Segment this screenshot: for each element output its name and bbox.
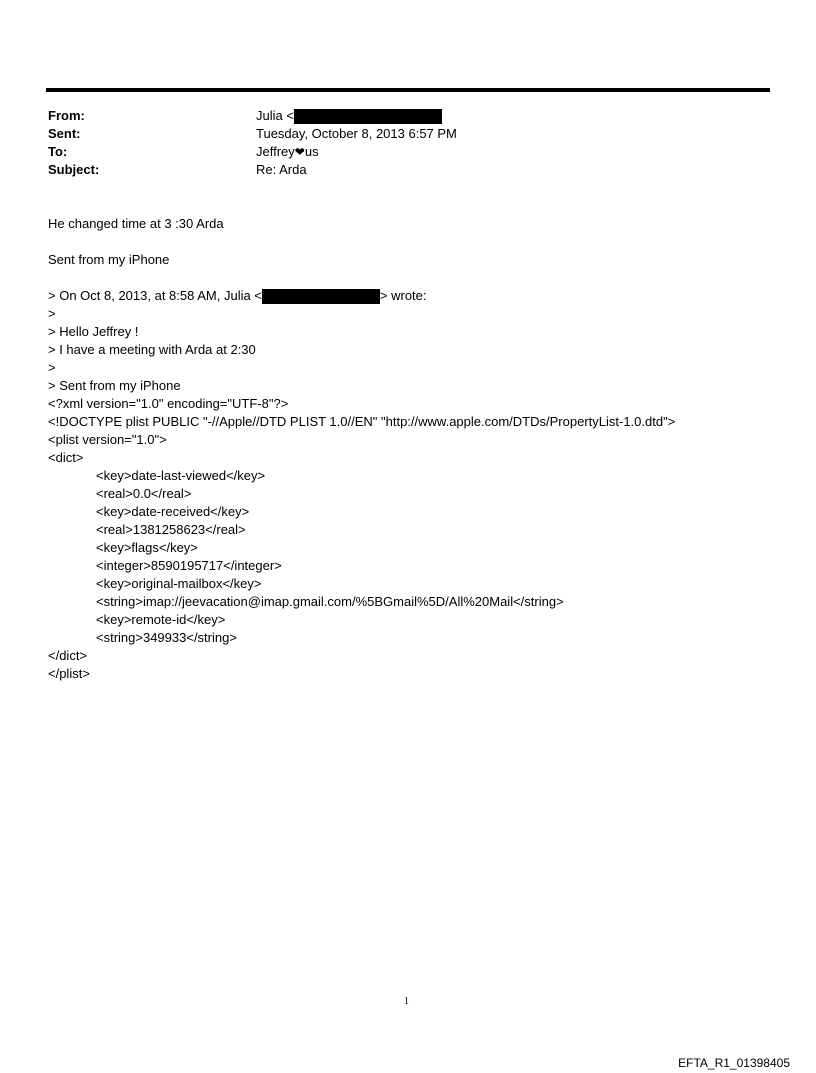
- header-rule: [46, 88, 770, 92]
- plist-entry: <key>date-received</key>: [96, 504, 250, 519]
- redaction-box: [262, 289, 380, 304]
- subject-value: Re: Arda: [256, 162, 307, 177]
- plist-entry: <key>original-mailbox</key>: [96, 576, 262, 591]
- plist-entry: <real>1381258623</real>: [96, 522, 246, 537]
- quote-line: >: [48, 360, 56, 375]
- doctype-line: <!DOCTYPE plist PUBLIC "-//Apple//DTD PLIST 1.0//EN" "http://www.apple.com/DTDs/PropertyList-1.0.dtd">: [48, 414, 676, 429]
- document-id: EFTA_R1_01398405: [678, 1056, 790, 1070]
- heart-icon: ❤: [294, 145, 305, 159]
- quote-line: > Hello Jeffrey !: [48, 324, 139, 339]
- dict-open: <dict>: [48, 450, 84, 465]
- xml-declaration: <?xml version="1.0" encoding="UTF-8"?>: [48, 396, 289, 411]
- redaction-box: [294, 109, 442, 124]
- plist-entry: <string>imap://jeevacation@imap.gmail.com/%5BGmail%5D/All%20Mail</string>: [96, 594, 564, 609]
- plist-entry: <key>flags</key>: [96, 540, 198, 555]
- plist-entry: <key>remote-id</key>: [96, 612, 226, 627]
- page-number: 1: [404, 996, 409, 1007]
- body-line-2: Sent from my iPhone: [48, 252, 170, 267]
- quote-line: > Sent from my iPhone: [48, 378, 181, 393]
- plist-close: </plist>: [48, 666, 90, 681]
- dict-close: </dict>: [48, 648, 88, 663]
- sent-label: Sent:: [48, 126, 81, 141]
- sent-value: Tuesday, October 8, 2013 6:57 PM: [256, 126, 457, 141]
- plist-entry: <integer>8590195717</integer>: [96, 558, 282, 573]
- to-name-end: us: [304, 144, 319, 159]
- quote-line: >: [48, 306, 56, 321]
- subject-label: Subject:: [48, 162, 100, 177]
- quote-intro-start: > On Oct 8, 2013, at 8:58 AM, Julia <: [48, 288, 262, 303]
- quote-intro-end: > wrote:: [379, 288, 427, 303]
- from-name: Julia <: [256, 108, 294, 123]
- plist-open: <plist version="1.0">: [48, 432, 167, 447]
- to-label: To:: [48, 144, 68, 159]
- from-label: From:: [48, 108, 85, 123]
- plist-entry: <string>349933</string>: [96, 630, 237, 645]
- plist-entry: <key>date-last-viewed</key>: [96, 468, 266, 483]
- plist-entry: <real>0.0</real>: [96, 486, 192, 501]
- from-value: [256, 107, 442, 125]
- to-name-start: Jeffrey: [256, 144, 295, 159]
- quote-intro: [48, 287, 427, 305]
- quote-line: > I have a meeting with Arda at 2:30: [48, 342, 256, 357]
- to-value: [256, 143, 319, 161]
- body-line-1: He changed time at 3 :30 Arda: [48, 216, 224, 231]
